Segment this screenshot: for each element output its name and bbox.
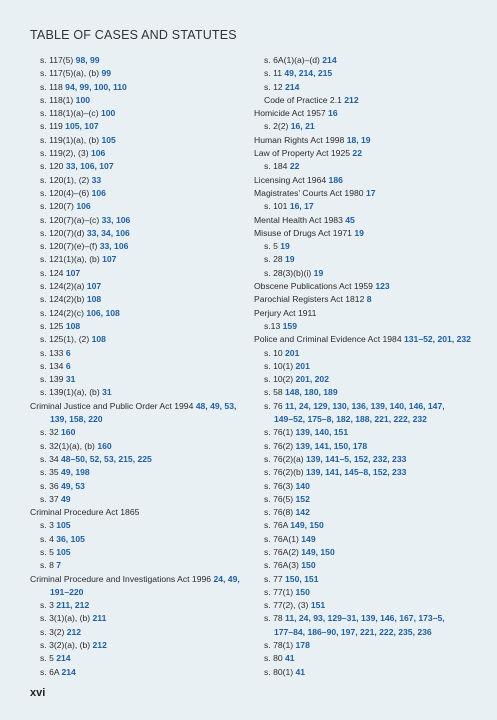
entry-label: Mental Health Act 1983 xyxy=(254,214,343,225)
page-references: 108 xyxy=(65,320,81,331)
section-entry xyxy=(254,559,469,572)
entry-label: s. 119(1)(a), (b) xyxy=(40,134,100,145)
page-references: 139, 141, 150, 178 xyxy=(295,440,368,451)
page-references: 160 xyxy=(97,440,112,451)
page-references: 105, 107 xyxy=(65,121,99,132)
entry-label: s. 120(4)–(6) xyxy=(40,187,90,198)
page-references: 214 xyxy=(322,55,337,65)
statute-entry xyxy=(30,506,235,519)
page-references: 7 xyxy=(56,560,62,571)
entry-label: s. 11 xyxy=(264,68,282,79)
section-entry xyxy=(254,466,469,479)
page-references: 201 xyxy=(285,347,300,358)
page-references: 148, 180, 189 xyxy=(285,387,338,398)
entry-label: Human Rights Act 1998 xyxy=(254,134,345,145)
section-entry xyxy=(30,612,235,625)
section-entry xyxy=(254,426,469,439)
section-entry xyxy=(30,453,235,466)
entry-label: s. 120(1), (2) xyxy=(40,174,90,185)
page-references: 212 xyxy=(344,94,359,105)
section-entry xyxy=(30,559,235,572)
section-entry xyxy=(254,506,469,519)
entry-label: Criminal Procedure Act 1865 xyxy=(30,507,140,518)
entry-label: s. 117(5)(a), (b) xyxy=(40,68,100,79)
section-entry xyxy=(254,453,469,466)
section-entry xyxy=(254,267,469,280)
statute-entry xyxy=(30,573,240,586)
entry-label: s. 77 xyxy=(264,573,283,584)
page-references: 108 xyxy=(91,334,106,345)
section-entry xyxy=(30,293,235,306)
continuation-line xyxy=(254,626,469,639)
statute-entry xyxy=(254,307,469,320)
section-entry xyxy=(30,227,235,240)
entry-label: s. 28(3)(b)(i) xyxy=(264,267,312,278)
section-entry xyxy=(254,666,469,679)
entry-label: s. 58 xyxy=(264,387,283,398)
entry-label: s. 10(2) xyxy=(264,374,294,385)
page-references: 33, 34, 106 xyxy=(86,227,130,238)
entry-label: s. 3 xyxy=(40,600,54,611)
page-references: 150 xyxy=(301,560,316,571)
section-entry xyxy=(30,426,235,439)
page-references: 22 xyxy=(352,148,362,159)
page-references: 140 xyxy=(295,480,310,491)
entry-label: Police and Criminal Evidence Act 1984 xyxy=(254,334,402,345)
page-references: 24, 49, xyxy=(213,573,240,584)
entry-label: s. 8 xyxy=(40,560,54,571)
entry-label: s. 35 xyxy=(40,467,59,478)
page-references: 108 xyxy=(86,294,102,305)
page-references: 33, 106 xyxy=(99,241,129,252)
section-entry xyxy=(30,214,235,227)
page-references: 211, 212 xyxy=(56,600,90,611)
entry-label: Obscene Publications Act 1959 xyxy=(254,281,373,292)
entry-label: s. 76(2)(b) xyxy=(264,467,304,478)
section-entry xyxy=(254,67,469,80)
section-entry xyxy=(254,373,469,386)
page-references: 17 xyxy=(365,187,376,198)
entry-label: Magistrates’ Courts Act 1980 xyxy=(254,187,364,198)
section-entry xyxy=(30,373,235,386)
entry-label: s. 2(2) xyxy=(264,121,289,132)
page-references: 201 xyxy=(295,360,310,371)
section-entry xyxy=(30,599,235,612)
section-entry xyxy=(30,160,235,173)
page-references: 107 xyxy=(102,254,117,265)
section-entry xyxy=(30,519,235,532)
page-references: 107 xyxy=(86,281,102,292)
page-references: 94, 99, 100, 110 xyxy=(65,81,127,92)
entry-label: s. 32(1)(a), (b) xyxy=(40,440,95,451)
section-entry xyxy=(30,107,235,120)
entry-label: s. 119(2), (3) xyxy=(40,148,89,159)
statute-entry xyxy=(254,187,469,200)
section-entry xyxy=(254,81,469,94)
page-references: 139, 141, 145–8, 152, 233 xyxy=(306,467,407,478)
page-references: 106 xyxy=(90,148,106,159)
entry-label: Criminal Procedure and Investigations Act 1996 xyxy=(30,573,212,584)
page-references: 16, 21 xyxy=(290,121,315,132)
entry-label: s. 77(1) xyxy=(264,586,294,597)
section-entry xyxy=(30,253,235,266)
page-references: 100 xyxy=(100,108,116,119)
page-references: 212 xyxy=(66,626,82,637)
section-entry xyxy=(254,519,469,532)
page-number: xvi xyxy=(30,687,46,699)
section-entry xyxy=(30,54,235,67)
section-entry xyxy=(254,599,469,612)
section-entry xyxy=(254,160,469,173)
page-references: 150 xyxy=(295,586,310,597)
page-references: 100 xyxy=(75,94,91,105)
entry-label: s. 120(7) xyxy=(40,201,74,212)
entry-label: Parochial Registers Act 1812 xyxy=(254,294,365,305)
entry-label: s. 124(2)(c) xyxy=(40,307,84,318)
section-entry xyxy=(30,333,235,346)
statute-entry xyxy=(254,280,469,293)
entry-label: s. 10 xyxy=(264,347,283,358)
page-references: 139, 158, 220 xyxy=(50,414,103,425)
page-references: 33 xyxy=(91,174,102,185)
continuation-line xyxy=(254,413,469,426)
entry-label: s. 34 xyxy=(40,453,59,464)
entry-label: Criminal Justice and Public Order Act 1994 xyxy=(30,400,194,411)
page-references: 19 xyxy=(285,254,295,265)
page-references: 11, 24, 129, 130, 136, 139, 140, 146, 147, xyxy=(285,400,445,411)
page-references: 139, 140, 151 xyxy=(295,427,349,438)
section-entry xyxy=(254,533,469,546)
entry-label: s. 32 xyxy=(40,427,59,438)
page-references: 152 xyxy=(295,493,310,504)
entry-label: s. 76 xyxy=(264,400,283,411)
section-entry xyxy=(30,546,235,559)
section-entry xyxy=(30,639,235,652)
page-references: 31 xyxy=(65,374,76,385)
page-references: 8 xyxy=(366,294,372,305)
section-entry xyxy=(254,612,469,625)
entry-label: s. 4 xyxy=(40,533,54,544)
section-entry xyxy=(254,360,469,373)
page-title: TABLE OF CASES AND STATUTES xyxy=(30,28,237,42)
page-references: 106 xyxy=(91,187,106,198)
statute-entry xyxy=(254,293,469,306)
page-references: 33, 106, 107 xyxy=(65,161,114,172)
page-references: 107 xyxy=(65,267,81,278)
entry-label: s. 3 xyxy=(40,520,54,531)
section-entry xyxy=(254,386,469,399)
entry-label: s. 76(3) xyxy=(264,480,294,491)
section-entry xyxy=(30,134,235,147)
page-references: 49, 53 xyxy=(61,480,85,491)
section-entry xyxy=(254,320,469,333)
continuation-line xyxy=(30,413,235,426)
section-entry xyxy=(254,54,469,67)
section-entry xyxy=(254,493,469,506)
page-references: 139, 141–5, 152, 232, 233 xyxy=(306,453,407,464)
entry-label: s. 118(1) xyxy=(40,94,74,105)
section-entry xyxy=(30,174,235,187)
section-entry xyxy=(30,307,235,320)
section-entry xyxy=(254,440,469,453)
page-references: 6 xyxy=(65,347,71,358)
section-entry xyxy=(30,626,235,639)
section-entry xyxy=(254,200,469,213)
statute-entry xyxy=(254,333,469,346)
page-references: 22 xyxy=(289,161,300,172)
entry-label: s. 80(1) xyxy=(264,666,294,677)
page-references: 151 xyxy=(310,600,326,611)
entry-label: s. 76A xyxy=(264,520,288,531)
section-entry xyxy=(254,586,469,599)
entry-label: s. 76(5) xyxy=(264,493,294,504)
entry-label: Misuse of Drugs Act 1971 xyxy=(254,227,352,238)
page-references: 16, 17 xyxy=(289,201,314,212)
section-entry xyxy=(30,147,235,160)
entry-label: Code of Practice 2.1 xyxy=(264,94,342,105)
entry-label: s. 76A(1) xyxy=(264,533,299,544)
page-references: 19 xyxy=(280,241,290,252)
section-entry xyxy=(254,347,469,360)
entry-label: s. 76(2)(a) xyxy=(264,453,304,464)
entry-label: s. 36 xyxy=(40,480,59,491)
entry-label: s. 124(2)(a) xyxy=(40,281,85,292)
page-references: 105 xyxy=(56,520,71,531)
page-references: 149–52, 175–8, 182, 188, 221, 222, 232 xyxy=(274,414,427,425)
section-entry xyxy=(30,666,235,679)
page-references: 49, 214, 215 xyxy=(284,68,333,79)
section-entry xyxy=(254,240,469,253)
section-entry xyxy=(254,94,469,107)
entry-label: s. 80 xyxy=(264,653,283,664)
page-references: 49, 198 xyxy=(61,467,90,478)
page-references: 105 xyxy=(56,546,71,557)
page-references: 11, 24, 93, 129–31, 139, 146, 167, 173–5, xyxy=(285,613,445,624)
page-references: 19 xyxy=(354,227,364,238)
left-index-column xyxy=(30,54,240,679)
page-references: 212 xyxy=(92,640,107,651)
entry-label: s. 119 xyxy=(40,121,63,132)
entry-label: s. 139(1)(a), (b) xyxy=(40,387,100,398)
page-references: 48, 49, 53, xyxy=(195,400,237,411)
page-references: 123 xyxy=(375,281,390,292)
entry-label: s. 118 xyxy=(40,81,63,92)
page-references: 160 xyxy=(61,427,76,438)
entry-label: Homicide Act 1957 xyxy=(254,108,326,119)
page-references: 186 xyxy=(328,174,343,185)
entry-label: s. 3(2) xyxy=(40,626,65,637)
page-references: 149 xyxy=(301,533,316,544)
statute-entry xyxy=(254,147,469,160)
entry-label: s. 121(1)(a), (b) xyxy=(40,254,100,265)
section-entry xyxy=(30,280,235,293)
page-references: 142 xyxy=(295,507,310,518)
section-entry xyxy=(254,480,469,493)
entry-label: s. 124 xyxy=(40,267,64,278)
section-entry xyxy=(254,120,469,133)
page-references: 214 xyxy=(61,666,76,677)
entry-label: s.13 xyxy=(264,320,281,331)
page-references: 201, 202 xyxy=(295,374,329,385)
entry-label: Licensing Act 1964 xyxy=(254,174,327,185)
section-entry xyxy=(30,200,235,213)
page-references: 31 xyxy=(102,387,112,398)
entry-label: s. 117(5) xyxy=(40,55,74,65)
section-entry xyxy=(30,480,235,493)
entry-label: s. 120(7)(d) xyxy=(40,227,85,238)
page-references: 214 xyxy=(285,81,300,92)
entry-label: s. 10(1) xyxy=(264,360,294,371)
statute-entry xyxy=(30,400,235,413)
statute-entry xyxy=(254,134,469,147)
page-references: 41 xyxy=(295,666,306,677)
page-references: 105 xyxy=(101,134,116,145)
statute-entry xyxy=(254,174,469,187)
statute-entry xyxy=(254,214,469,227)
entry-label: s. 120(7)(a)–(c) xyxy=(40,214,100,225)
entry-label: s. 134 xyxy=(40,360,64,371)
page-references: 45 xyxy=(345,214,355,225)
entry-label: s. 120(7)(e)–(f) xyxy=(40,241,98,252)
entry-label: s. 5 xyxy=(40,653,54,664)
section-entry xyxy=(30,187,235,200)
page-references: 131–52, 201, 232 xyxy=(404,334,471,345)
section-entry xyxy=(30,652,235,665)
entry-label: s. 3(2)(a), (b) xyxy=(40,640,91,651)
entry-label: s. 120 xyxy=(40,161,64,172)
entry-label: s. 76A(2) xyxy=(264,546,299,557)
page-references: 191–220 xyxy=(50,586,84,597)
entry-label: s. 6A(1)(a)–(d) xyxy=(264,55,320,65)
page-references: 159 xyxy=(282,320,297,331)
section-entry xyxy=(30,360,235,373)
page-references: 48–50, 52, 53, 215, 225 xyxy=(61,453,152,464)
section-entry xyxy=(30,386,235,399)
entry-label: s. 77(2), (3) xyxy=(264,600,309,611)
statute-entry xyxy=(254,107,469,120)
section-entry xyxy=(254,253,469,266)
page-references: 177–84, 186–90, 197, 221, 222, 235, 236 xyxy=(274,626,432,637)
section-entry xyxy=(254,652,469,665)
right-index-column xyxy=(254,54,469,679)
page-references: 99 xyxy=(101,68,112,79)
entry-label: s. 78(1) xyxy=(264,640,294,651)
section-entry xyxy=(30,466,235,479)
entry-label: s. 5 xyxy=(264,241,278,252)
page-references: 106, 108 xyxy=(86,307,120,318)
entry-label: s. 76(8) xyxy=(264,507,294,518)
page-references: 49 xyxy=(61,493,71,504)
entry-label: s. 3(1)(a), (b) xyxy=(40,613,91,624)
section-entry xyxy=(30,81,235,94)
section-entry xyxy=(30,94,235,107)
entry-label: s. 6A xyxy=(40,666,60,677)
section-entry xyxy=(30,347,235,360)
page-references: 41 xyxy=(285,653,295,664)
entry-label: s. 125(1), (2) xyxy=(40,334,90,345)
section-entry xyxy=(254,546,469,559)
entry-label: s. 76(2) xyxy=(264,440,294,451)
entry-label: s. 124(2)(b) xyxy=(40,294,85,305)
page-references: 33, 106 xyxy=(101,214,131,225)
continuation-line xyxy=(30,586,235,599)
statute-entry xyxy=(254,227,469,240)
page-references: 18, 19 xyxy=(346,134,371,145)
entry-label: s. 125 xyxy=(40,320,64,331)
entry-label: Law of Property Act 1925 xyxy=(254,148,351,159)
entry-label: s. 139 xyxy=(40,374,64,385)
entry-label: s. 12 xyxy=(264,81,283,92)
entry-label: s. 133 xyxy=(40,347,64,358)
section-entry xyxy=(30,267,235,280)
page-references: 106 xyxy=(76,201,91,212)
page-references: 149, 150 xyxy=(290,520,324,531)
section-entry xyxy=(30,320,235,333)
section-entry xyxy=(254,573,469,586)
section-entry xyxy=(254,400,469,413)
page-references: 178 xyxy=(295,640,310,651)
entry-label: Perjury Act 1911 xyxy=(254,307,317,318)
section-entry xyxy=(30,120,235,133)
section-entry xyxy=(30,440,235,453)
page-references: 149, 150 xyxy=(301,546,335,557)
page-references: 19 xyxy=(313,267,324,278)
entry-label: s. 76(1) xyxy=(264,427,294,438)
section-entry xyxy=(30,67,235,80)
entry-label: s. 184 xyxy=(264,161,288,172)
entry-label: s. 101 xyxy=(264,201,288,212)
entry-label: s. 5 xyxy=(40,546,54,557)
page-references: 36, 105 xyxy=(56,533,85,544)
section-entry xyxy=(30,533,235,546)
entry-label: s. 37 xyxy=(40,493,59,504)
page-references: 214 xyxy=(56,653,71,664)
entry-label: s. 118(1)(a)–(c) xyxy=(40,108,99,119)
page-references: 150, 151 xyxy=(285,573,319,584)
page-references: 211 xyxy=(92,613,107,624)
page-references: 98, 99 xyxy=(75,55,100,65)
entry-label: s. 28 xyxy=(264,254,283,265)
page-references: 16 xyxy=(328,108,338,119)
section-entry xyxy=(30,240,235,253)
section-entry xyxy=(30,493,235,506)
entry-label: s. 76A(3) xyxy=(264,560,299,571)
section-entry xyxy=(254,639,469,652)
entry-label: s. 78 xyxy=(264,613,283,624)
page-references: 6 xyxy=(65,360,71,371)
